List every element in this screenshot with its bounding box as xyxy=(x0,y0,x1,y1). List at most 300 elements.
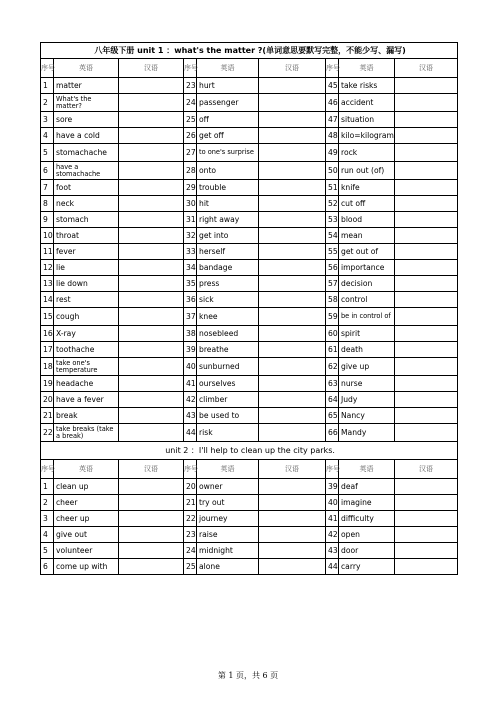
chinese-answer-blank xyxy=(395,276,458,292)
entry-number: 25 xyxy=(184,112,197,128)
english-word: get off xyxy=(197,128,259,144)
table-row xyxy=(41,342,458,358)
table-row xyxy=(41,212,458,228)
english-word: climber xyxy=(197,392,259,408)
entry-number: 12 xyxy=(41,260,54,276)
header-english: 英语 xyxy=(54,460,119,479)
chinese-answer-blank xyxy=(119,292,184,308)
chinese-answer-blank xyxy=(395,292,458,308)
entry-number: 15 xyxy=(41,308,54,326)
entry-number: 13 xyxy=(41,276,54,292)
english-word: have a stomachache xyxy=(54,162,119,180)
english-word: nosebleed xyxy=(197,326,259,342)
english-word: onto xyxy=(197,162,259,180)
english-word: matter xyxy=(54,78,119,94)
chinese-answer-blank xyxy=(119,128,184,144)
english-word: bandage xyxy=(197,260,259,276)
entry-number: 59 xyxy=(326,308,339,326)
english-word: clean up xyxy=(54,479,119,495)
english-word: breathe xyxy=(197,342,259,358)
entry-number: 58 xyxy=(326,292,339,308)
english-word: journey xyxy=(197,511,259,527)
entry-number: 2 xyxy=(41,94,54,112)
english-word: sunburned xyxy=(197,358,259,376)
entry-number: 5 xyxy=(41,543,54,559)
entry-number: 35 xyxy=(184,276,197,292)
chinese-answer-blank xyxy=(259,543,326,559)
english-word: control xyxy=(339,292,395,308)
english-word: blood xyxy=(339,212,395,228)
entry-number: 16 xyxy=(41,326,54,342)
header-chinese: 汉语 xyxy=(259,460,326,479)
chinese-answer-blank xyxy=(395,144,458,162)
english-word: neck xyxy=(54,196,119,212)
header-english: 英语 xyxy=(339,460,395,479)
entry-number: 18 xyxy=(41,358,54,376)
english-word: lie xyxy=(54,260,119,276)
entry-number: 41 xyxy=(326,511,339,527)
english-word: Judy xyxy=(339,392,395,408)
chinese-answer-blank xyxy=(395,358,458,376)
table-row xyxy=(41,196,458,212)
entry-number: 37 xyxy=(184,308,197,326)
entry-number: 14 xyxy=(41,292,54,308)
chinese-answer-blank xyxy=(259,162,326,180)
header-chinese: 汉语 xyxy=(259,59,326,78)
entry-number: 45 xyxy=(326,78,339,94)
entry-number: 3 xyxy=(41,112,54,128)
table-row xyxy=(41,326,458,342)
entry-number: 49 xyxy=(326,144,339,162)
chinese-answer-blank xyxy=(119,376,184,392)
entry-number: 30 xyxy=(184,196,197,212)
chinese-answer-blank xyxy=(395,392,458,408)
entry-number: 40 xyxy=(326,495,339,511)
chinese-answer-blank xyxy=(259,511,326,527)
entry-number: 1 xyxy=(41,78,54,94)
entry-number: 36 xyxy=(184,292,197,308)
english-word: stomachache xyxy=(54,144,119,162)
chinese-answer-blank xyxy=(119,180,184,196)
entry-number: 47 xyxy=(326,112,339,128)
entry-number: 32 xyxy=(184,228,197,244)
chinese-answer-blank xyxy=(395,112,458,128)
english-word: spirit xyxy=(339,326,395,342)
entry-number: 22 xyxy=(184,511,197,527)
english-word: foot xyxy=(54,180,119,196)
chinese-answer-blank xyxy=(259,342,326,358)
header-num: 序号 xyxy=(41,59,54,78)
entry-number: 41 xyxy=(184,376,197,392)
chinese-answer-blank xyxy=(119,260,184,276)
chinese-answer-blank xyxy=(395,376,458,392)
english-word: X-ray xyxy=(54,326,119,342)
unit2-title-text: unit 2 ：I'll help to clean up the city parks. xyxy=(41,442,458,460)
entry-number: 4 xyxy=(41,527,54,543)
chinese-answer-blank xyxy=(395,424,458,442)
chinese-answer-blank xyxy=(119,276,184,292)
unit1-title xyxy=(41,43,458,59)
entry-number: 29 xyxy=(184,180,197,196)
table-row xyxy=(41,94,458,112)
chinese-answer-blank xyxy=(259,244,326,260)
entry-number: 23 xyxy=(184,78,197,94)
chinese-answer-blank xyxy=(395,543,458,559)
entry-number: 62 xyxy=(326,358,339,376)
table-row xyxy=(41,260,458,276)
chinese-answer-blank xyxy=(259,308,326,326)
entry-number: 27 xyxy=(184,144,197,162)
table-row xyxy=(41,276,458,292)
table-row xyxy=(41,511,458,527)
entry-number: 39 xyxy=(184,342,197,358)
entry-number: 21 xyxy=(184,495,197,511)
english-word: rock xyxy=(339,144,395,162)
chinese-answer-blank xyxy=(119,543,184,559)
english-word: open xyxy=(339,527,395,543)
chinese-answer-blank xyxy=(119,408,184,424)
entry-number: 42 xyxy=(326,527,339,543)
english-word: hit xyxy=(197,196,259,212)
header-num: 序号 xyxy=(184,59,197,78)
english-word: accident xyxy=(339,94,395,112)
entry-number: 25 xyxy=(184,559,197,575)
chinese-answer-blank xyxy=(119,424,184,442)
chinese-answer-blank xyxy=(119,244,184,260)
table-row xyxy=(41,392,458,408)
chinese-answer-blank xyxy=(395,495,458,511)
entry-number: 6 xyxy=(41,162,54,180)
entry-number: 20 xyxy=(184,479,197,495)
chinese-answer-blank xyxy=(259,112,326,128)
chinese-answer-blank xyxy=(259,144,326,162)
entry-number: 33 xyxy=(184,244,197,260)
table-row xyxy=(41,527,458,543)
english-word: try out xyxy=(197,495,259,511)
english-word: sick xyxy=(197,292,259,308)
chinese-answer-blank xyxy=(395,260,458,276)
english-word: stomach xyxy=(54,212,119,228)
table-row xyxy=(41,408,458,424)
english-word: have a fever xyxy=(54,392,119,408)
chinese-answer-blank xyxy=(119,228,184,244)
entry-number: 42 xyxy=(184,392,197,408)
english-word: break xyxy=(54,408,119,424)
chinese-answer-blank xyxy=(119,559,184,575)
entry-number: 28 xyxy=(184,162,197,180)
english-word: death xyxy=(339,342,395,358)
chinese-answer-blank xyxy=(259,292,326,308)
entry-number: 60 xyxy=(326,326,339,342)
chinese-answer-blank xyxy=(259,495,326,511)
table-row xyxy=(41,292,458,308)
english-word: door xyxy=(339,543,395,559)
english-word: sore xyxy=(54,112,119,128)
header-english: 英语 xyxy=(339,59,395,78)
entry-number: 40 xyxy=(184,358,197,376)
table-row xyxy=(41,308,458,326)
chinese-answer-blank xyxy=(259,326,326,342)
entry-number: 66 xyxy=(326,424,339,442)
english-word: alone xyxy=(197,559,259,575)
entry-number: 31 xyxy=(184,212,197,228)
chinese-answer-blank xyxy=(259,78,326,94)
english-word: ourselves xyxy=(197,376,259,392)
entry-number: 9 xyxy=(41,212,54,228)
chinese-answer-blank xyxy=(119,78,184,94)
english-word: headache xyxy=(54,376,119,392)
entry-number: 1 xyxy=(41,479,54,495)
english-word: situation xyxy=(339,112,395,128)
english-word: deaf xyxy=(339,479,395,495)
english-word: take risks xyxy=(339,78,395,94)
entry-number: 20 xyxy=(41,392,54,408)
english-word: midnight xyxy=(197,543,259,559)
entry-number: 3 xyxy=(41,511,54,527)
english-word: be used to xyxy=(197,408,259,424)
header-english: 英语 xyxy=(197,460,259,479)
entry-number: 44 xyxy=(184,424,197,442)
english-word: passenger xyxy=(197,94,259,112)
chinese-answer-blank xyxy=(395,128,458,144)
chinese-answer-blank xyxy=(119,308,184,326)
entry-number: 6 xyxy=(41,559,54,575)
chinese-answer-blank xyxy=(259,228,326,244)
chinese-answer-blank xyxy=(119,527,184,543)
table-row xyxy=(41,128,458,144)
chinese-answer-blank xyxy=(395,162,458,180)
english-word: owner xyxy=(197,479,259,495)
chinese-answer-blank xyxy=(119,392,184,408)
chinese-answer-blank xyxy=(259,180,326,196)
entry-number: 2 xyxy=(41,495,54,511)
english-word: take breaks (take a break) xyxy=(54,424,119,442)
header-num: 序号 xyxy=(184,460,197,479)
chinese-answer-blank xyxy=(395,244,458,260)
english-word: have a cold xyxy=(54,128,119,144)
table-row xyxy=(41,543,458,559)
chinese-answer-blank xyxy=(259,479,326,495)
table-row xyxy=(41,144,458,162)
english-word: hurt xyxy=(197,78,259,94)
entry-number: 21 xyxy=(41,408,54,424)
chinese-answer-blank xyxy=(395,527,458,543)
english-word: knee xyxy=(197,308,259,326)
english-word: risk xyxy=(197,424,259,442)
entry-number: 44 xyxy=(326,559,339,575)
english-word: to one's surprise xyxy=(197,144,259,162)
chinese-answer-blank xyxy=(259,527,326,543)
english-word: get into xyxy=(197,228,259,244)
english-word: off xyxy=(197,112,259,128)
table-row xyxy=(41,162,458,180)
entry-number: 8 xyxy=(41,196,54,212)
table-row xyxy=(41,244,458,260)
chinese-answer-blank xyxy=(259,128,326,144)
english-word: herself xyxy=(197,244,259,260)
table-row xyxy=(41,479,458,495)
english-word: raise xyxy=(197,527,259,543)
chinese-answer-blank xyxy=(259,358,326,376)
english-word: be in control of xyxy=(339,308,395,326)
chinese-answer-blank xyxy=(119,144,184,162)
english-word: take one's temperature xyxy=(54,358,119,376)
entry-number: 24 xyxy=(184,94,197,112)
english-word: press xyxy=(197,276,259,292)
chinese-answer-blank xyxy=(119,326,184,342)
chinese-answer-blank xyxy=(395,180,458,196)
entry-number: 10 xyxy=(41,228,54,244)
entry-number: 63 xyxy=(326,376,339,392)
entry-number: 46 xyxy=(326,94,339,112)
entry-number: 43 xyxy=(326,543,339,559)
english-word: cut off xyxy=(339,196,395,212)
english-word: What's the matter? xyxy=(54,94,119,112)
english-word: give up xyxy=(339,358,395,376)
header-chinese: 汉语 xyxy=(395,460,458,479)
chinese-answer-blank xyxy=(395,308,458,326)
entry-number: 38 xyxy=(184,326,197,342)
table-row xyxy=(41,424,458,442)
english-word: kilo=kilogram xyxy=(339,128,395,144)
entry-number: 53 xyxy=(326,212,339,228)
entry-number: 65 xyxy=(326,408,339,424)
english-word: cough xyxy=(54,308,119,326)
chinese-answer-blank xyxy=(259,392,326,408)
chinese-answer-blank xyxy=(119,94,184,112)
english-word: fever xyxy=(54,244,119,260)
english-word: rest xyxy=(54,292,119,308)
chinese-answer-blank xyxy=(395,408,458,424)
vocabulary-sheet xyxy=(40,42,457,575)
chinese-answer-blank xyxy=(119,212,184,228)
entry-number: 26 xyxy=(184,128,197,144)
english-word: give out xyxy=(54,527,119,543)
english-word: come up with xyxy=(54,559,119,575)
chinese-answer-blank xyxy=(119,511,184,527)
chinese-answer-blank xyxy=(395,559,458,575)
english-word: imagine xyxy=(339,495,395,511)
entry-number: 64 xyxy=(326,392,339,408)
chinese-answer-blank xyxy=(119,358,184,376)
entry-number: 43 xyxy=(184,408,197,424)
chinese-answer-blank xyxy=(395,94,458,112)
english-word: cheer xyxy=(54,495,119,511)
chinese-answer-blank xyxy=(259,408,326,424)
chinese-answer-blank xyxy=(259,94,326,112)
table-row xyxy=(41,358,458,376)
header-chinese: 汉语 xyxy=(395,59,458,78)
table-row xyxy=(41,495,458,511)
english-word: cheer up xyxy=(54,511,119,527)
chinese-answer-blank xyxy=(395,326,458,342)
english-word: carry xyxy=(339,559,395,575)
header-num: 序号 xyxy=(326,59,339,78)
chinese-answer-blank xyxy=(119,112,184,128)
header-num: 序号 xyxy=(41,460,54,479)
english-word: right away xyxy=(197,212,259,228)
entry-number: 51 xyxy=(326,180,339,196)
english-word: trouble xyxy=(197,180,259,196)
table-row xyxy=(41,228,458,244)
chinese-answer-blank xyxy=(259,196,326,212)
english-word: throat xyxy=(54,228,119,244)
chinese-answer-blank xyxy=(259,376,326,392)
entry-number: 48 xyxy=(326,128,339,144)
english-word: toothache xyxy=(54,342,119,358)
table-row xyxy=(41,376,458,392)
chinese-answer-blank xyxy=(395,342,458,358)
entry-number: 55 xyxy=(326,244,339,260)
vocabulary-table xyxy=(40,42,458,575)
entry-number: 22 xyxy=(41,424,54,442)
entry-number: 50 xyxy=(326,162,339,180)
chinese-answer-blank xyxy=(259,424,326,442)
english-word: difficulty xyxy=(339,511,395,527)
chinese-answer-blank xyxy=(395,212,458,228)
english-word: mean xyxy=(339,228,395,244)
chinese-answer-blank xyxy=(119,479,184,495)
entry-number: 4 xyxy=(41,128,54,144)
chinese-answer-blank xyxy=(259,212,326,228)
entry-number: 11 xyxy=(41,244,54,260)
header-english: 英语 xyxy=(54,59,119,78)
header-english: 英语 xyxy=(197,59,259,78)
english-word: lie down xyxy=(54,276,119,292)
chinese-answer-blank xyxy=(395,228,458,244)
entry-number: 54 xyxy=(326,228,339,244)
chinese-answer-blank xyxy=(395,196,458,212)
table-row xyxy=(41,180,458,196)
unit2-header-row xyxy=(41,460,458,479)
header-chinese: 汉语 xyxy=(119,460,184,479)
chinese-answer-blank xyxy=(259,276,326,292)
entry-number: 57 xyxy=(326,276,339,292)
english-word: volunteer xyxy=(54,543,119,559)
chinese-answer-blank xyxy=(119,495,184,511)
unit1-title-text: 八年级下册 unit 1 ：what's the matter ?(单词意思要默写完整，不能少写、漏写) xyxy=(41,43,458,59)
entry-number: 39 xyxy=(326,479,339,495)
entry-number: 61 xyxy=(326,342,339,358)
english-word: Nancy xyxy=(339,408,395,424)
chinese-answer-blank xyxy=(395,479,458,495)
table-row xyxy=(41,112,458,128)
header-num: 序号 xyxy=(326,460,339,479)
unit1-header-row xyxy=(41,59,458,78)
entry-number: 56 xyxy=(326,260,339,276)
entry-number: 5 xyxy=(41,144,54,162)
entry-number: 17 xyxy=(41,342,54,358)
english-word: decision xyxy=(339,276,395,292)
entry-number: 24 xyxy=(184,543,197,559)
entry-number: 7 xyxy=(41,180,54,196)
chinese-answer-blank xyxy=(259,559,326,575)
header-chinese: 汉语 xyxy=(119,59,184,78)
page-footer: 第 1 页，共 6 页 xyxy=(217,671,279,680)
english-word: importance xyxy=(339,260,395,276)
chinese-answer-blank xyxy=(395,78,458,94)
table-row xyxy=(41,78,458,94)
english-word: Mandy xyxy=(339,424,395,442)
entry-number: 23 xyxy=(184,527,197,543)
entry-number: 19 xyxy=(41,376,54,392)
entry-number: 52 xyxy=(326,196,339,212)
english-word: nurse xyxy=(339,376,395,392)
english-word: run out (of) xyxy=(339,162,395,180)
english-word: get out of xyxy=(339,244,395,260)
chinese-answer-blank xyxy=(119,196,184,212)
unit2-title xyxy=(41,442,458,460)
